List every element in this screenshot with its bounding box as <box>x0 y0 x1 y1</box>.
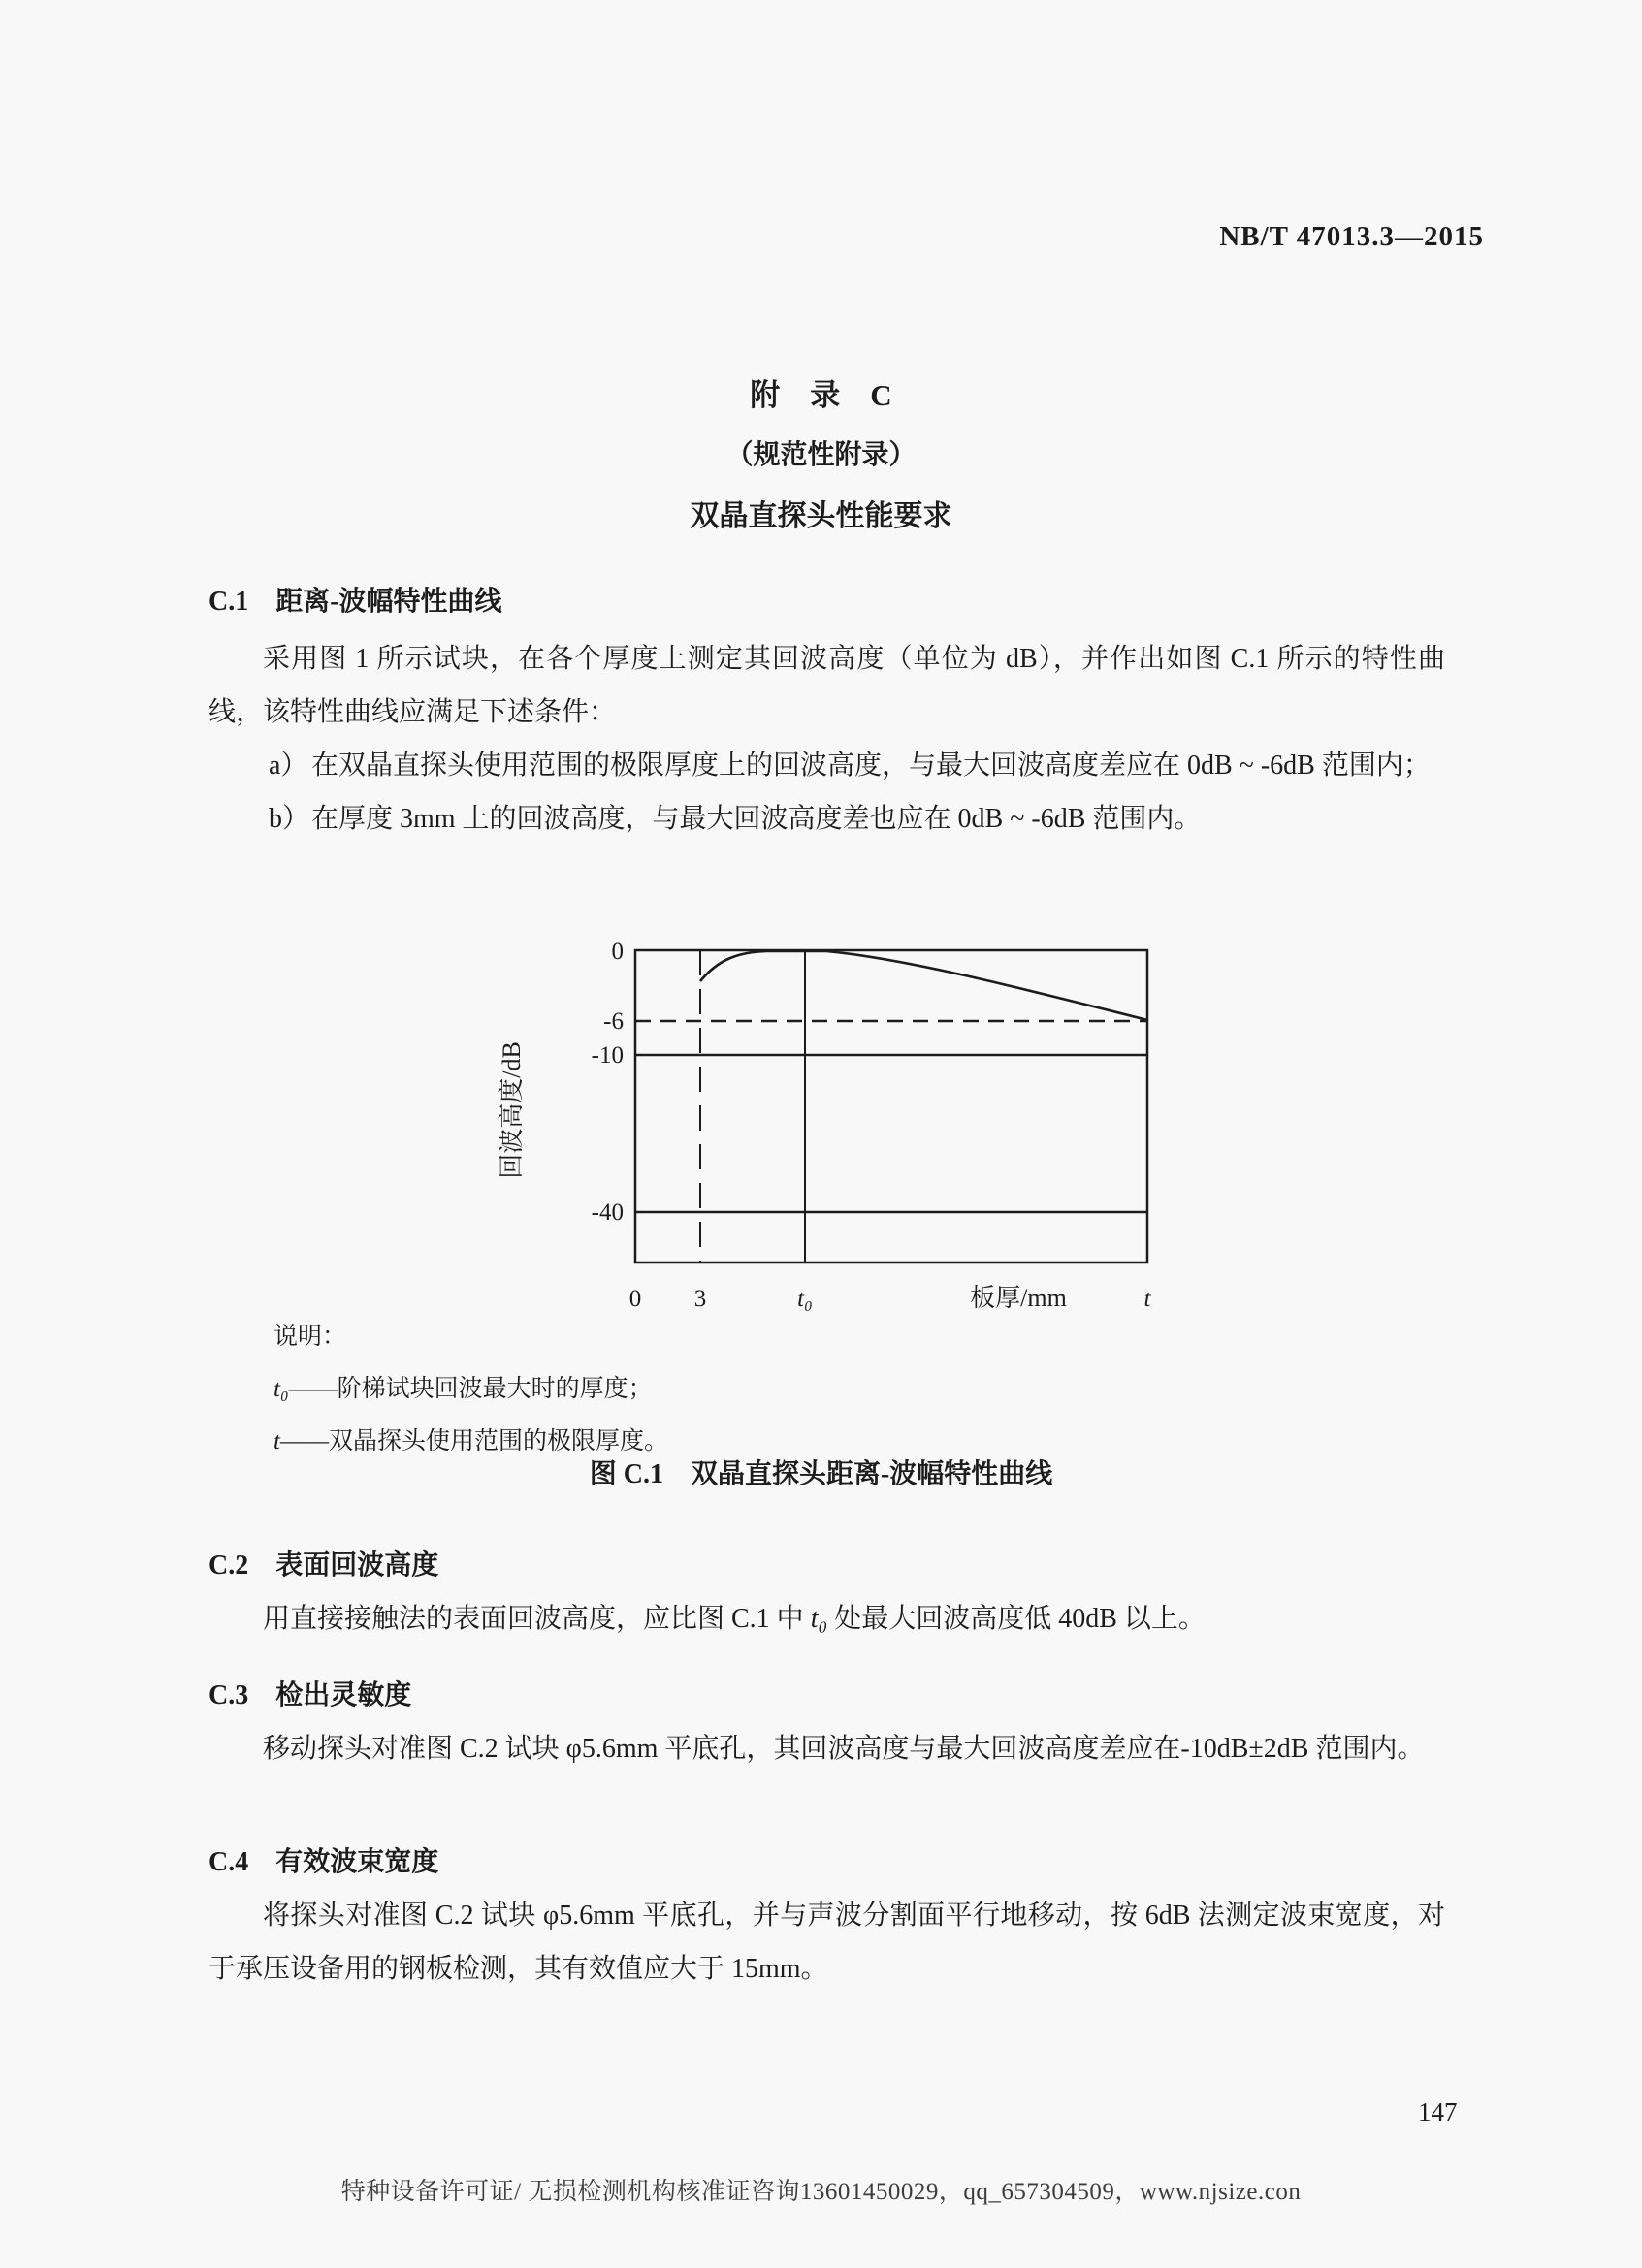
section-c2-inline-t0: t₀ <box>810 1604 828 1634</box>
section-c1-intro: 采用图 1 所示试块，在各个厚度上测定其回波高度（单位为 dB），并作出如图 C.1 所示的特性曲线，该特性曲线应满足下述条件： <box>209 644 1445 727</box>
section-c4-text: 将探头对准图 C.2 试块 φ5.6mm 平底孔，并与声波分割面平行地移动，按 6dB 法测定波束宽度，对于承压设备用的钢板检测，其有效值应大于 15mm。 <box>209 1901 1445 1984</box>
y-axis-label: 回波高度/dB <box>498 1041 526 1179</box>
section-c2-text-after: 处最大回波高度低 40dB 以上。 <box>827 1604 1206 1634</box>
appendix-label: 附 录 C <box>750 378 892 412</box>
section-c4-title: 有效波束宽度 <box>275 1847 439 1877</box>
section-c3-body <box>209 1722 1445 1775</box>
section-c1-number: C.1 <box>209 587 249 617</box>
list-item-b <box>209 792 1445 846</box>
section-c4-body <box>209 1889 1445 1996</box>
section-c2-heading <box>209 1544 438 1582</box>
section-c2-number: C.2 <box>209 1550 249 1581</box>
list-item-b-marker: b） <box>269 804 310 834</box>
list-item-a-marker: a） <box>269 751 308 781</box>
plot-border <box>635 950 1147 1262</box>
legend-text-t: ——双晶探头使用范围的极限厚度。 <box>279 1428 668 1454</box>
section-c3-heading <box>209 1674 411 1712</box>
y-tick-minus40: -40 <box>591 1199 624 1226</box>
section-c1-heading <box>209 580 502 619</box>
legend-term-t: t <box>274 1428 280 1454</box>
footer-watermark: 特种设备许可证/ 无损检测机构核准证咨询13601450029，qq_657304509，www.njsize.con <box>340 2179 1302 2205</box>
section-c2-text-before: 用直接接触法的表面回波高度，应比图 C.1 中 <box>263 1604 811 1634</box>
section-c1-body <box>209 632 1445 846</box>
section-c4-heading <box>209 1840 438 1879</box>
x-tick-0: 0 <box>628 1286 642 1312</box>
appendix-title: 双晶直探头性能要求 <box>690 500 952 532</box>
section-c3-number: C.3 <box>209 1680 249 1710</box>
section-c3-title: 检出灵敏度 <box>275 1680 412 1710</box>
section-c4-number: C.4 <box>209 1847 249 1877</box>
x-tick-t0: t₀ <box>797 1286 813 1312</box>
y-tick-minus10: -10 <box>591 1042 624 1069</box>
legend-text-t0: ——阶梯试块回波最大时的厚度； <box>288 1376 653 1402</box>
figure-c1-chart <box>485 926 1222 1324</box>
list-item-b-text: 在厚度 3mm 上的回波高度，与最大回波高度差也应在 0dB ~ -6dB 范围内。 <box>311 804 1202 834</box>
section-c2-title: 表面回波高度 <box>275 1550 439 1581</box>
y-tick-0: 0 <box>611 939 624 965</box>
characteristic-curve <box>700 951 1147 1020</box>
section-c2-body <box>209 1592 1445 1645</box>
figure-legend <box>274 1311 668 1468</box>
y-tick-minus6: -6 <box>603 1008 624 1035</box>
x-tick-3: 3 <box>693 1286 707 1312</box>
legend-term-t0: t₀ <box>274 1376 289 1402</box>
list-item-a-text: 在双晶直探头使用范围的极限厚度上的回波高度，与最大回波高度差应在 0dB ~ -6dB 范围内； <box>311 751 1431 781</box>
appendix-title-block <box>0 370 1642 534</box>
page-number: 147 <box>1418 2097 1458 2126</box>
section-c2-text <box>209 1592 1445 1645</box>
appendix-type: （规范性附录） <box>725 440 917 470</box>
x-axis-label: 板厚/mm <box>970 1284 1067 1312</box>
legend-line-t0 <box>274 1363 668 1416</box>
list-item-a <box>209 739 1445 792</box>
legend-label: 说明： <box>274 1324 347 1350</box>
section-c3-text: 移动探头对准图 C.2 试块 φ5.6mm 平底孔，其回波高度与最大回波高度差应在-10dB±2dB 范围内。 <box>263 1734 1425 1764</box>
standard-number: NB/T 47013.3—2015 <box>1219 221 1484 252</box>
figure-caption: 图 C.1 双晶直探头距离-波幅特性曲线 <box>589 1459 1053 1489</box>
section-c1-title: 距离-波幅特性曲线 <box>275 587 502 617</box>
x-tick-t: t <box>1143 1286 1151 1312</box>
